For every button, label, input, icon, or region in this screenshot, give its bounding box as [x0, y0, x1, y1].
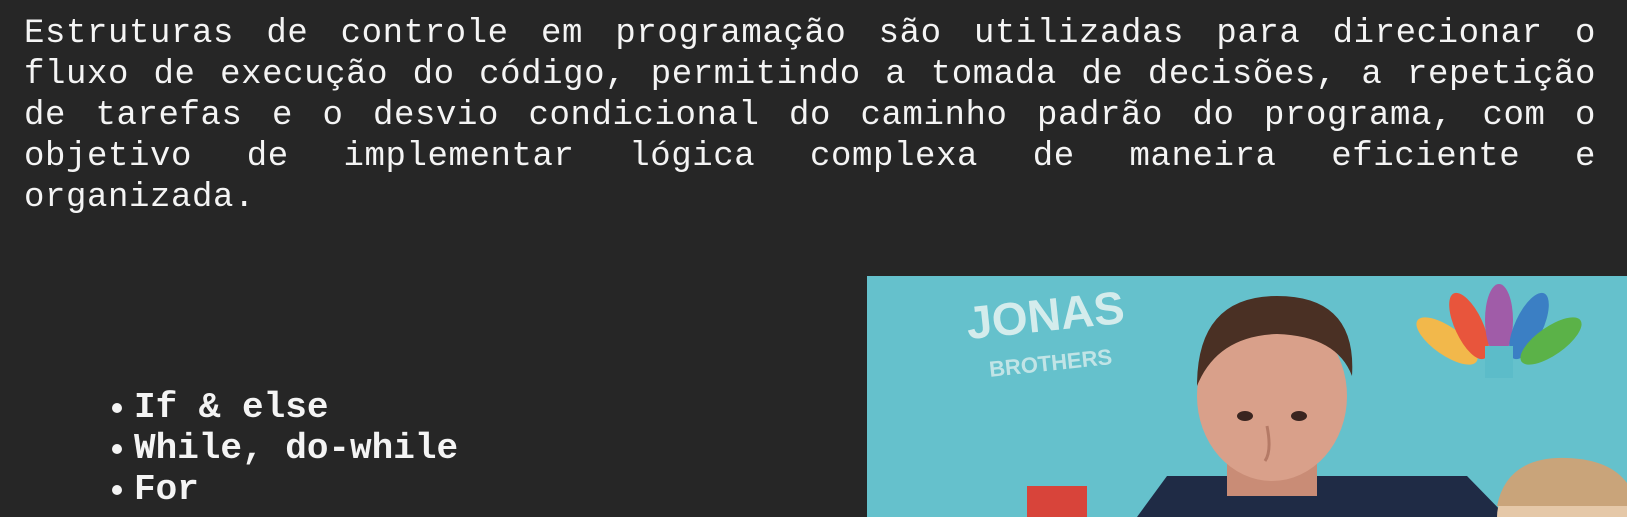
bullet-icon — [112, 485, 122, 495]
list-item — [112, 387, 458, 428]
list-item — [112, 428, 458, 469]
intro-paragraph: Estruturas de controle em programação são utilizadas para direcionar o fluxo de execução do código, permitindo a tomada de decisões, a repetição de tarefas e o desvio condicional do caminho padrão do programa, com o objetivo de implementar lógica complexa de maneira eficiente e organizada. — [24, 15, 1596, 217]
bullet-text-for: For — [134, 469, 199, 510]
backdrop-logo-subtext: BROTHERS — [987, 344, 1114, 382]
bullet-list — [112, 387, 458, 510]
list-item — [112, 469, 458, 510]
backdrop-logo-text: JONAS — [963, 280, 1127, 350]
press-photo — [867, 276, 1627, 517]
bullet-icon — [112, 444, 122, 454]
bullet-text-if-else: If & else — [134, 387, 329, 428]
bullet-icon — [112, 403, 122, 413]
press-photo-illustration — [867, 276, 1627, 517]
bullet-text-while: While, do-while — [134, 428, 459, 469]
